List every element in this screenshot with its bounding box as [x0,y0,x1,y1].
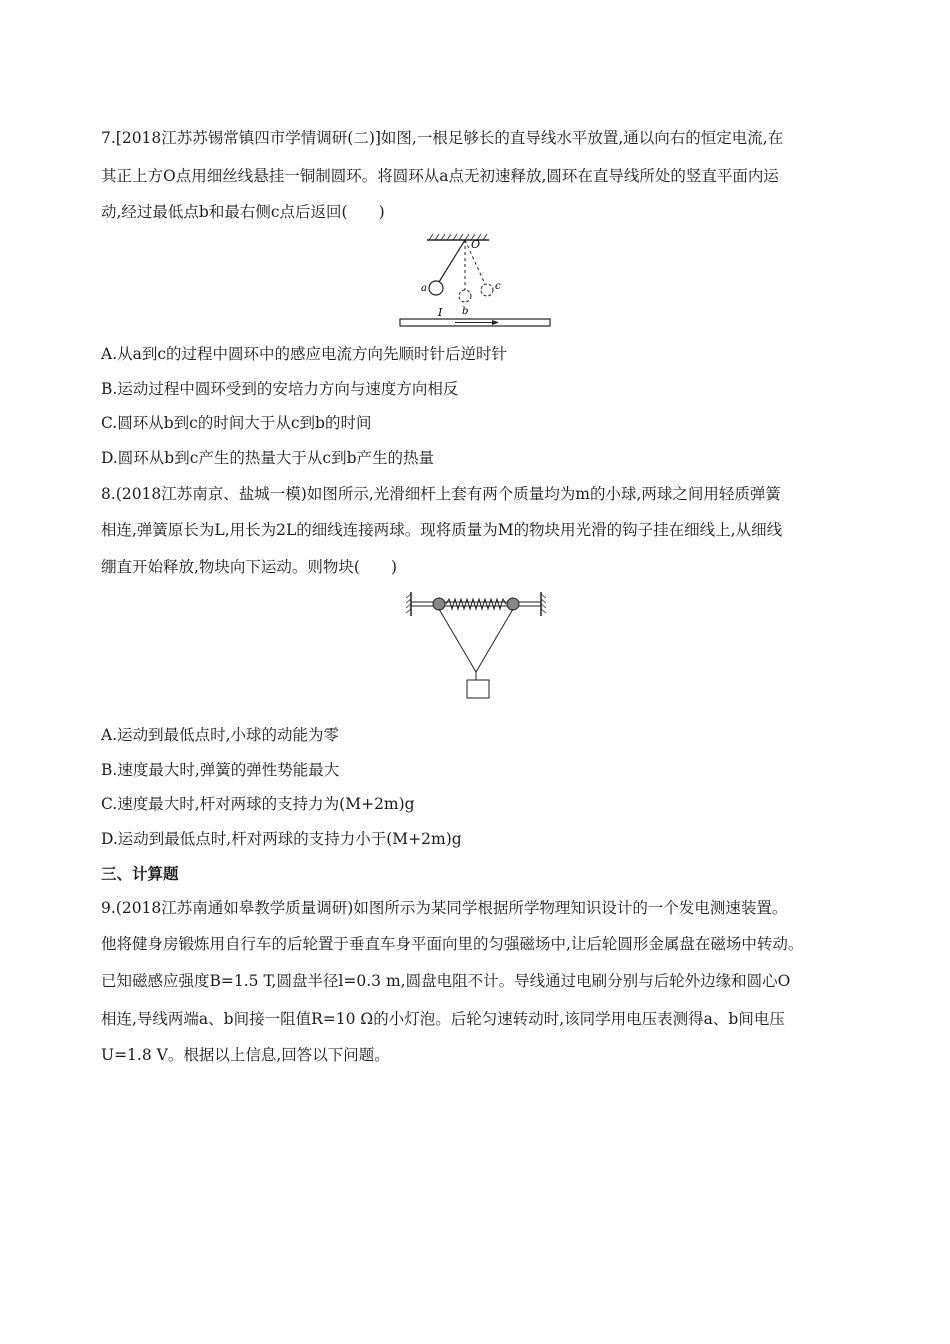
q8-ball-left [433,598,445,610]
q8-option-a: A.运动到最低点时,小球的动能为零 [101,726,340,744]
q9-stem-line-5: U=1.8 V。根据以上信息,回答以下问题。 [101,1046,390,1064]
q8-string-left [439,609,476,672]
q8-string-right [476,609,513,672]
q7-option-c: C.圆环从b到c的时间大于从c到b的时间 [101,414,372,432]
q7-stem-line-1: 7.[2018江苏苏锡常镇四市学情调研(二)]如图,一根足够长的直导线水平放置,通以向右的恒定电流,在 [101,129,784,147]
q8-stem-line-3: 绷直开始释放,物块向下运动。则物块( ) [101,558,398,576]
q7-label-I: I [438,306,443,319]
q7-stem-line-2: 其正上方O点用细丝线悬挂一铜制圆环。将圆环从a点无初速释放,圆环在直导线所处的竖直平面内运 [101,167,779,185]
q9-stem-line-2: 他将健身房锻炼用自行车的后轮置于垂直车身平面向里的匀强磁场中,让后轮圆形金属盘在磁场中转动。 [101,935,804,953]
q7-current-arrowhead [492,320,499,325]
q7-ring-a [429,281,443,295]
q8-stem-line-2: 相连,弹簧原长为L,用长为2L的细线连接两球。现将质量为M的物块用光滑的钩子挂在细线上,从细线 [101,521,783,539]
q7-string-a [439,240,465,282]
q7-pendulum-figure [395,228,555,330]
q7-label-O: O [471,238,481,251]
q7-ring-b [459,290,471,302]
q7-ring-c [481,284,493,296]
q8-option-b: B.速度最大时,弹簧的弹性势能最大 [101,761,340,779]
q9-stem-line-3: 已知磁感应强度B=1.5 T,圆盘半径l=0.3 m,圆盘电阻不计。导线通过电刷分别与后轮外边缘和圆心O [101,972,791,990]
q8-option-d: D.运动到最低点时,杆对两球的支持力小于(M+2m)g [101,830,462,848]
q7-label-c: c [495,281,501,292]
q7-label-a: a [421,283,427,294]
q8-option-c: C.速度最大时,杆对两球的支持力为(M+2m)g [101,795,415,813]
q9-stem-line-1: 9.(2018江苏南通如皋教学质量调研)如图所示为某同学根据所学物理知识设计的一个发电测速装置。 [101,899,788,917]
q7-option-a: A.从a到c的过程中圆环中的感应电流方向先顺时针后逆时针 [101,345,508,363]
q8-block [467,680,489,698]
q8-ball-right [507,598,519,610]
q8-spring-figure [403,588,549,702]
q7-stem-line-3: 动,经过最低点b和最右侧c点后返回( ) [101,203,385,221]
q8-stem-line-1: 8.(2018江苏南京、盐城一模)如图所示,光滑细杆上套有两个质量均为m的小球,两球之间用轻质弹簧 [101,485,781,503]
q7-option-d: D.圆环从b到c产生的热量大于从c到b产生的热量 [101,449,435,467]
section-heading: 三、计算题 [101,865,179,883]
q7-option-b: B.运动过程中圆环受到的安培力方向与速度方向相反 [101,380,459,398]
q9-stem-line-4: 相连,导线两端a、b间接一阻值R=10 Ω的小灯泡。后轮匀速转动时,该同学用电压表测得a、b间电压 [101,1010,785,1028]
q7-label-b: b [462,306,469,317]
q8-spring [446,599,506,609]
